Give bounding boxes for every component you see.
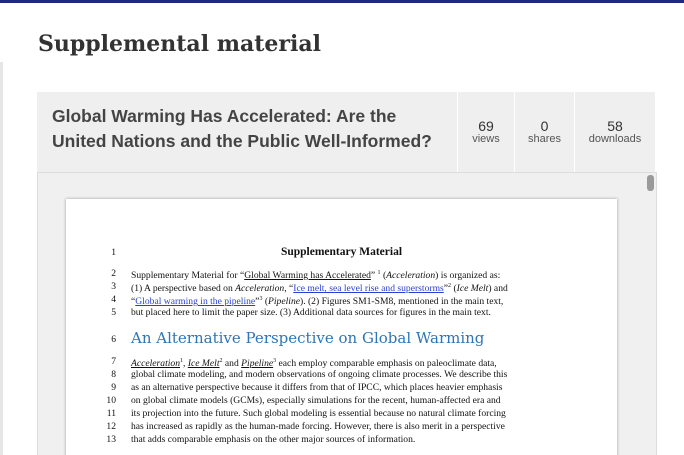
line-number: 9 <box>111 382 116 393</box>
text-run: , <box>183 358 188 370</box>
acceleration-link[interactable]: Global Warming has Accelerated <box>244 270 371 282</box>
doc-line-7 <box>66 355 617 368</box>
shares-stat <box>514 92 574 172</box>
doc-line-9 <box>66 381 617 394</box>
text-run: ) is organized as: <box>435 270 501 282</box>
document-title: Supplementary Material <box>280 246 403 258</box>
item-card-header <box>37 92 655 172</box>
downloads-count: 58 <box>607 118 623 134</box>
text-run: Supplementary Material for “ <box>131 270 245 282</box>
text-run: ) and <box>488 283 508 295</box>
line-number: 12 <box>106 421 116 432</box>
doc-line-2 <box>66 267 617 280</box>
text-run: ” <box>443 283 449 295</box>
document-page <box>66 199 617 455</box>
footnote-ref: 1 <box>377 270 381 276</box>
line-text: as an alternative perspective because it differs from that of IPCC, which places heavier emphasis <box>131 382 503 393</box>
footnote-ref: 2 <box>448 283 452 289</box>
line-number: 11 <box>106 408 116 419</box>
text-run: “ <box>131 296 136 308</box>
views-label: views <box>472 133 500 145</box>
doc-line-1 <box>66 246 617 259</box>
footnote-ref: 2 <box>219 358 223 364</box>
line-number: 1 <box>111 247 116 258</box>
text-run: Ice Melt <box>456 283 489 295</box>
doc-line-4 <box>66 293 617 306</box>
doc-line-8 <box>66 368 617 381</box>
downloads-label: downloads <box>588 133 642 145</box>
line-number: 3 <box>111 281 116 292</box>
left-edge-border <box>0 62 3 455</box>
viewer-scrollbar-thumb[interactable] <box>647 175 654 191</box>
doc-line-3 <box>66 280 617 293</box>
line-number: 13 <box>106 434 116 445</box>
item-title[interactable]: Global Warming Has Accelerated: Are the United Nations and the Public Well-Informed? <box>52 106 432 151</box>
footnote-ref: 1 <box>180 358 184 364</box>
line-number: 6 <box>111 334 116 345</box>
document-viewer[interactable] <box>37 172 657 455</box>
shares-label: shares <box>527 133 562 145</box>
text-run: ( <box>380 270 387 282</box>
doc-line-5 <box>66 306 617 319</box>
text-run: each employ comparable emphasis on paleoclimate data, <box>276 358 497 370</box>
doc-line-12 <box>66 420 617 433</box>
text-run: (1) A perspective based on <box>131 283 236 295</box>
line-number: 2 <box>111 268 116 279</box>
text-run: ). (2) Figures SM1-SM8, mentioned in the main text, <box>300 296 504 308</box>
section-heading: An Alternative Perspective on Global Warming <box>131 329 485 347</box>
views-stat <box>457 92 514 172</box>
views-count: 69 <box>478 118 494 134</box>
line-text: its projection into the future. Such global modeling is essential because no natural climate forcing <box>131 408 506 419</box>
doc-line-13 <box>66 433 617 446</box>
section-title: Supplemental material <box>38 31 321 57</box>
text-run: ” <box>370 270 378 282</box>
footnote-ref: 3 <box>259 296 263 302</box>
doc-line-11 <box>66 407 617 420</box>
text-run: ” <box>255 296 260 308</box>
pipeline-link[interactable]: Global warming in the pipeline <box>135 296 256 308</box>
line-number: 8 <box>111 369 116 380</box>
acceleration-ref-link[interactable]: Acceleration <box>131 358 181 370</box>
line-number: 7 <box>111 356 116 367</box>
text-run: Pipeline <box>268 296 300 308</box>
doc-line-6 <box>66 329 617 349</box>
downloads-stat <box>574 92 655 172</box>
text-run: Acceleration <box>386 270 436 282</box>
ice-melt-ref-link[interactable]: Ice Melt <box>187 358 220 370</box>
text-run: , “ <box>284 283 294 295</box>
text-run: and <box>222 358 242 370</box>
text-run: ( <box>262 296 269 308</box>
top-accent-bar <box>0 0 684 3</box>
pipeline-ref-link[interactable]: Pipeline <box>241 358 274 370</box>
line-text: but placed here to limit the paper size. (3) Additional data sources for figures in the main text. <box>131 307 491 318</box>
doc-line-10 <box>66 394 617 407</box>
ice-melt-link[interactable]: Ice melt, sea level rise and superstorms <box>293 283 444 295</box>
text-run: Acceleration <box>235 283 285 295</box>
line-text: global climate modeling, and modern observations of ongoing climate processes. We describe this <box>131 369 508 380</box>
line-number: 5 <box>111 307 116 318</box>
line-text: has increased as rapidly as the human-made forcing. However, there is also merit in a perspective <box>131 421 505 432</box>
line-number: 4 <box>111 294 116 305</box>
line-text: on global climate models (GCMs), especially simulations for the recent, human-affected era and <box>131 395 501 406</box>
line-text: that adds comparable emphasis on the other major sources of information. <box>131 434 416 445</box>
footnote-ref: 3 <box>273 358 277 364</box>
text-run: ( <box>451 283 457 295</box>
line-number: 10 <box>106 395 116 406</box>
shares-count: 0 <box>540 118 549 134</box>
